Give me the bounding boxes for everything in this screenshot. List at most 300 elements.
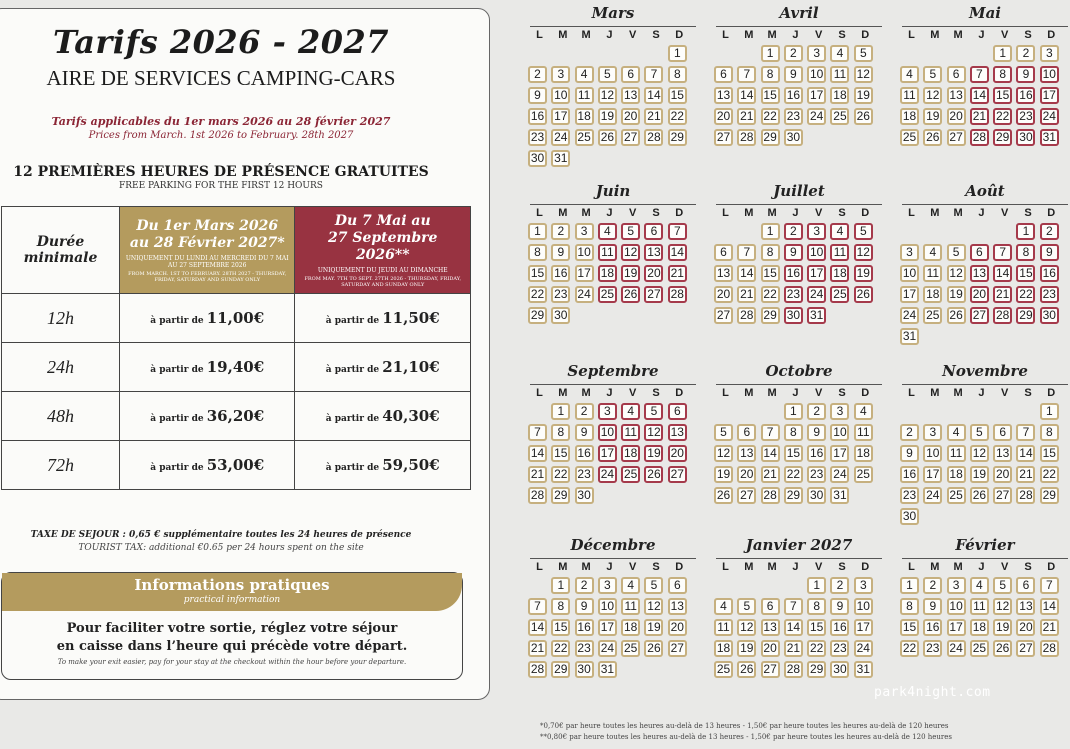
duration-cell: 72h <box>2 441 120 490</box>
day-cell: 13 <box>621 87 640 104</box>
day-cell: 14 <box>784 619 803 636</box>
day-cell: 1 <box>528 223 547 240</box>
weekday-label: M <box>767 29 777 41</box>
month-name: Avril <box>779 4 819 22</box>
weekday-label: L <box>722 387 729 399</box>
day-cell: 3 <box>598 577 617 594</box>
day-cell-high-season: 30 <box>1016 129 1035 146</box>
day-cell: 24 <box>575 286 594 303</box>
day-cell: 23 <box>900 487 919 504</box>
day-cell: 15 <box>1040 445 1059 462</box>
day-spacer <box>714 45 733 62</box>
day-cell: 9 <box>784 66 803 83</box>
day-cell-high-season: 3 <box>598 403 617 420</box>
day-cell: 31 <box>854 661 873 678</box>
weekday-label: V <box>1001 207 1009 219</box>
weekday-label: M <box>930 207 940 219</box>
weekday-header <box>900 387 1070 403</box>
day-cell: 17 <box>598 619 617 636</box>
day-cell: 2 <box>807 403 826 420</box>
day-cell: 7 <box>761 424 780 441</box>
weekday-label: L <box>908 387 915 399</box>
day-cell: 1 <box>993 45 1012 62</box>
practical-info-header <box>2 573 462 611</box>
day-cell: 30 <box>830 661 849 678</box>
weekday-label: L <box>536 207 543 219</box>
weekday-label: L <box>908 561 915 573</box>
price-a-cell: à partir de 11,00€ <box>120 294 295 343</box>
day-cell: 13 <box>737 445 756 462</box>
day-cell: 14 <box>1040 598 1059 615</box>
day-spacer <box>900 45 919 62</box>
day-cell: 25 <box>714 661 733 678</box>
day-cell-high-season: 22 <box>993 108 1012 125</box>
day-cell: 25 <box>900 129 919 146</box>
month-name: Décembre <box>570 536 656 554</box>
weekday-label: J <box>606 29 613 41</box>
day-cell-high-season: 28 <box>993 307 1012 324</box>
tourist-tax-fr: TAXE DE SEJOUR : 0,65 € supplémentaire toutes les 24 heures de présence <box>30 530 412 540</box>
month-calendar <box>900 4 1070 146</box>
price-a-cell: à partir de 19,40€ <box>120 343 295 392</box>
weekday-label: M <box>744 29 754 41</box>
day-grid <box>900 577 1070 657</box>
day-cell-high-season: 1 <box>1016 223 1035 240</box>
weekday-label: V <box>815 387 823 399</box>
day-grid <box>714 403 884 504</box>
month-divider <box>902 384 1068 385</box>
weekday-label: J <box>792 207 799 219</box>
day-cell: 15 <box>807 619 826 636</box>
day-cell: 9 <box>807 424 826 441</box>
day-cell: 8 <box>1040 424 1059 441</box>
month-calendar <box>714 362 884 504</box>
day-cell: 6 <box>993 424 1012 441</box>
day-cell: 11 <box>854 424 873 441</box>
day-cell: 30 <box>528 150 547 167</box>
day-cell: 31 <box>900 328 919 345</box>
watermark: park4night.com <box>874 685 991 700</box>
day-cell: 1 <box>551 577 570 594</box>
month-divider <box>716 384 882 385</box>
day-cell-high-season: 6 <box>668 403 687 420</box>
period-b-title-1: Du 7 Mai au <box>334 212 431 229</box>
day-cell: 28 <box>1040 640 1059 657</box>
day-cell: 12 <box>993 598 1012 615</box>
day-cell-high-season: 27 <box>644 286 663 303</box>
day-cell: 14 <box>1016 445 1035 462</box>
day-cell: 2 <box>923 577 942 594</box>
day-cell: 16 <box>528 108 547 125</box>
day-cell: 5 <box>714 424 733 441</box>
day-spacer <box>1016 403 1035 420</box>
day-cell: 24 <box>551 129 570 146</box>
day-cell: 18 <box>923 286 942 303</box>
weekday-label: L <box>722 29 729 41</box>
day-spacer <box>528 45 547 62</box>
day-spacer <box>947 403 966 420</box>
practical-info-line-1: Pour faciliter votre sortie, réglez votre séjour <box>66 621 398 636</box>
day-cell: 2 <box>551 223 570 240</box>
day-cell: 24 <box>900 307 919 324</box>
weekday-label: M <box>558 387 568 399</box>
day-cell: 6 <box>668 577 687 594</box>
day-cell-high-season: 26 <box>644 466 663 483</box>
day-cell: 22 <box>551 640 570 657</box>
day-cell: 2 <box>1016 45 1035 62</box>
day-spacer <box>993 223 1012 240</box>
day-cell: 23 <box>807 466 826 483</box>
price-table-header <box>2 207 471 294</box>
weekday-label: M <box>953 29 963 41</box>
day-cell: 30 <box>900 508 919 525</box>
day-cell: 26 <box>970 487 989 504</box>
weekday-label: J <box>978 387 985 399</box>
day-grid <box>714 577 884 678</box>
day-cell: 9 <box>575 424 594 441</box>
day-cell: 3 <box>854 577 873 594</box>
day-cell: 20 <box>1016 619 1035 636</box>
day-spacer <box>528 403 547 420</box>
weekday-label: J <box>792 387 799 399</box>
day-cell: 1 <box>1040 403 1059 420</box>
month-divider <box>716 204 882 205</box>
day-cell: 14 <box>528 445 547 462</box>
day-cell: 10 <box>900 265 919 282</box>
day-cell: 17 <box>923 466 942 483</box>
day-spacer <box>737 403 756 420</box>
day-cell: 24 <box>830 466 849 483</box>
day-cell: 27 <box>714 307 733 324</box>
weekday-label: J <box>792 29 799 41</box>
validity-en: Prices from March. 1st 2026 to February. 28th 2027 <box>88 130 354 141</box>
weekday-header <box>714 387 884 403</box>
weekday-label: V <box>1001 561 1009 573</box>
day-cell: 16 <box>575 445 594 462</box>
month-name: Mai <box>968 4 1002 22</box>
weekday-label: M <box>953 387 963 399</box>
day-cell: 8 <box>900 598 919 615</box>
day-cell-high-season: 7 <box>668 223 687 240</box>
day-cell: 25 <box>947 487 966 504</box>
tourist-tax-en: TOURIST TAX: additional €0.65 per 24 hours spent on the site <box>78 543 364 553</box>
table-row <box>2 343 471 392</box>
day-cell: 6 <box>947 66 966 83</box>
day-cell: 28 <box>1016 487 1035 504</box>
day-cell: 29 <box>551 661 570 678</box>
day-cell-high-season: 16 <box>784 265 803 282</box>
day-cell-high-season: 14 <box>993 265 1012 282</box>
day-cell: 12 <box>854 66 873 83</box>
price-panel <box>0 8 490 700</box>
day-cell-high-season: 16 <box>1016 87 1035 104</box>
day-cell-high-season: 17 <box>807 265 826 282</box>
weekday-label: L <box>536 29 543 41</box>
day-cell: 19 <box>923 108 942 125</box>
weekday-label: D <box>1047 387 1056 399</box>
duration-cell: 12h <box>2 294 120 343</box>
weekday-label: S <box>652 561 660 573</box>
day-cell: 1 <box>900 577 919 594</box>
day-cell-high-season: 13 <box>668 424 687 441</box>
footnote-1: *0,70€ par heure toutes les heures au-delà de 13 heures - 1,50€ par heure toutes les heures au-delà de 120 heures <box>540 722 949 730</box>
day-cell-high-season: 11 <box>598 244 617 261</box>
month-name: Mars <box>591 4 635 22</box>
day-cell: 9 <box>528 87 547 104</box>
day-cell: 11 <box>575 87 594 104</box>
day-cell: 11 <box>923 265 942 282</box>
weekday-label: L <box>908 207 915 219</box>
day-cell-high-season: 4 <box>830 223 849 240</box>
day-cell-high-season: 24 <box>807 286 826 303</box>
day-cell: 29 <box>807 661 826 678</box>
day-cell: 18 <box>900 108 919 125</box>
month-name: Janvier 2027 <box>745 536 853 554</box>
day-cell: 27 <box>737 487 756 504</box>
weekday-header <box>528 561 698 577</box>
day-cell: 18 <box>830 87 849 104</box>
day-cell: 12 <box>923 87 942 104</box>
weekday-label: L <box>908 29 915 41</box>
day-cell-high-season: 5 <box>621 223 640 240</box>
day-cell: 5 <box>644 577 663 594</box>
day-cell: 22 <box>528 286 547 303</box>
weekday-label: S <box>838 29 846 41</box>
day-cell-high-season: 9 <box>784 244 803 261</box>
month-divider <box>530 558 696 559</box>
day-cell: 22 <box>900 640 919 657</box>
period-b-note-en: FROM MAY. 7TH TO SEPT. 27TH 2026 - THURSDAY, FRIDAY, SATURDAY AND SUNDAY ONLY <box>304 275 462 288</box>
day-cell: 19 <box>737 640 756 657</box>
price-a-cell: à partir de 36,20€ <box>120 392 295 441</box>
day-cell: 28 <box>737 307 756 324</box>
day-cell-high-season: 18 <box>598 265 617 282</box>
day-cell-high-season: 16 <box>1040 265 1059 282</box>
day-cell: 6 <box>714 244 733 261</box>
day-cell: 18 <box>714 640 733 657</box>
day-cell: 5 <box>993 577 1012 594</box>
day-cell: 16 <box>784 87 803 104</box>
weekday-label: V <box>629 387 637 399</box>
day-cell-high-season: 23 <box>1040 286 1059 303</box>
month-calendar <box>900 536 1070 657</box>
day-cell: 25 <box>621 640 640 657</box>
day-cell-high-season: 5 <box>644 403 663 420</box>
day-cell: 18 <box>621 619 640 636</box>
day-cell: 14 <box>644 87 663 104</box>
day-cell: 10 <box>923 445 942 462</box>
day-cell: 8 <box>551 598 570 615</box>
weekday-label: V <box>815 561 823 573</box>
weekday-label: D <box>675 387 684 399</box>
weekday-label: V <box>629 207 637 219</box>
day-cell: 4 <box>714 598 733 615</box>
day-cell: 19 <box>714 466 733 483</box>
day-cell: 5 <box>598 66 617 83</box>
month-divider <box>716 558 882 559</box>
month-divider <box>530 204 696 205</box>
day-cell: 3 <box>1040 45 1059 62</box>
day-cell-high-season: 5 <box>854 223 873 240</box>
day-cell: 25 <box>830 108 849 125</box>
weekday-label: S <box>1024 561 1032 573</box>
day-cell-high-season: 9 <box>1016 66 1035 83</box>
day-cell: 7 <box>528 598 547 615</box>
day-cell: 27 <box>714 129 733 146</box>
day-cell-high-season: 31 <box>807 307 826 324</box>
day-spacer <box>784 577 803 594</box>
day-cell-high-season: 17 <box>1040 87 1059 104</box>
page-title: Tarifs 2026 - 2027 <box>52 23 390 61</box>
day-cell: 15 <box>551 445 570 462</box>
month-divider <box>902 558 1068 559</box>
day-cell: 13 <box>947 87 966 104</box>
day-cell: 3 <box>830 403 849 420</box>
day-spacer <box>900 403 919 420</box>
day-spacer <box>993 403 1012 420</box>
day-cell: 8 <box>761 66 780 83</box>
duration-cell: 24h <box>2 343 120 392</box>
duration-header: Durée minimale <box>2 207 120 294</box>
price-b-cell: à partir de 21,10€ <box>295 343 471 392</box>
day-cell: 11 <box>900 87 919 104</box>
day-cell: 23 <box>575 640 594 657</box>
month-name: Juillet <box>773 182 825 200</box>
day-cell: 6 <box>761 598 780 615</box>
day-spacer <box>923 403 942 420</box>
day-cell: 10 <box>598 598 617 615</box>
month-name: Septembre <box>567 362 659 380</box>
day-cell: 22 <box>761 286 780 303</box>
day-grid <box>528 403 698 504</box>
day-cell-high-season: 18 <box>621 445 640 462</box>
day-cell: 17 <box>947 619 966 636</box>
day-cell-high-season: 19 <box>621 265 640 282</box>
day-spacer <box>923 45 942 62</box>
day-spacer <box>551 45 570 62</box>
day-cell: 15 <box>668 87 687 104</box>
day-grid <box>714 45 884 146</box>
day-cell: 17 <box>900 286 919 303</box>
day-grid <box>900 223 1070 345</box>
day-spacer <box>900 223 919 240</box>
day-cell: 1 <box>761 45 780 62</box>
day-cell: 21 <box>737 286 756 303</box>
day-cell: 22 <box>761 108 780 125</box>
day-cell: 19 <box>644 619 663 636</box>
weekday-header <box>528 387 698 403</box>
day-cell: 20 <box>621 108 640 125</box>
day-cell-high-season: 7 <box>993 244 1012 261</box>
day-cell: 18 <box>947 466 966 483</box>
day-cell: 26 <box>923 129 942 146</box>
day-cell: 4 <box>830 45 849 62</box>
day-cell: 29 <box>551 487 570 504</box>
day-cell: 11 <box>830 66 849 83</box>
day-cell: 3 <box>551 66 570 83</box>
day-cell: 5 <box>947 244 966 261</box>
validity-fr: Tarifs applicables du 1er mars 2026 au 28 février 2027 <box>51 115 391 128</box>
day-cell-high-season: 23 <box>1016 108 1035 125</box>
day-cell: 12 <box>970 445 989 462</box>
practical-info-line-2: en caisse dans l’heure qui précède votre départ. <box>56 639 408 654</box>
day-cell-high-season: 10 <box>807 244 826 261</box>
weekday-label: L <box>722 561 729 573</box>
day-cell-high-season: 22 <box>1016 286 1035 303</box>
free-parking-fr: 12 PREMIÈRES HEURES DE PRÉSENCE GRATUITES <box>13 164 429 180</box>
day-cell: 7 <box>1040 577 1059 594</box>
day-cell: 3 <box>900 244 919 261</box>
day-cell-high-season: 19 <box>644 445 663 462</box>
day-cell: 13 <box>714 87 733 104</box>
weekday-label: M <box>744 561 754 573</box>
day-cell-high-season: 21 <box>970 108 989 125</box>
day-cell: 5 <box>970 424 989 441</box>
day-spacer <box>761 577 780 594</box>
month-calendar <box>900 182 1070 345</box>
day-grid <box>528 577 698 678</box>
day-cell: 4 <box>947 424 966 441</box>
day-cell-high-season: 3 <box>807 223 826 240</box>
day-cell: 24 <box>947 640 966 657</box>
day-cell: 1 <box>551 403 570 420</box>
day-cell: 23 <box>784 108 803 125</box>
month-calendar <box>714 4 884 146</box>
weekday-label: J <box>978 207 985 219</box>
day-cell: 27 <box>993 487 1012 504</box>
price-a-cell: à partir de 53,00€ <box>120 441 295 490</box>
month-name: Novembre <box>942 362 1028 380</box>
weekday-label: M <box>767 207 777 219</box>
day-cell: 15 <box>528 265 547 282</box>
day-cell: 14 <box>528 619 547 636</box>
day-cell: 20 <box>714 108 733 125</box>
day-cell-high-season: 30 <box>784 307 803 324</box>
day-cell: 14 <box>737 87 756 104</box>
period-a-title-1: Du 1er Mars 2026 <box>136 217 279 234</box>
day-cell-high-season: 15 <box>1016 265 1035 282</box>
day-cell: 4 <box>970 577 989 594</box>
day-cell: 8 <box>551 424 570 441</box>
price-b-cell: à partir de 11,50€ <box>295 294 471 343</box>
month-name: Février <box>955 536 1015 554</box>
weekday-label: S <box>652 387 660 399</box>
day-cell-high-season: 12 <box>621 244 640 261</box>
day-cell: 13 <box>714 265 733 282</box>
day-cell-high-season: 9 <box>1040 244 1059 261</box>
period-b-title-2: 27 Septembre 2026** <box>328 229 438 263</box>
day-cell: 29 <box>761 307 780 324</box>
day-cell: 26 <box>644 640 663 657</box>
weekday-label: S <box>652 29 660 41</box>
day-cell: 2 <box>575 577 594 594</box>
day-cell-high-season: 29 <box>1016 307 1035 324</box>
practical-info-subtitle: practical information <box>183 595 281 605</box>
day-cell: 2 <box>784 45 803 62</box>
day-grid <box>714 223 884 324</box>
free-parking-en: FREE PARKING FOR THE FIRST 12 HOURS <box>119 181 323 191</box>
day-cell: 16 <box>575 619 594 636</box>
weekday-label: D <box>675 207 684 219</box>
day-cell: 27 <box>668 640 687 657</box>
weekday-label: D <box>675 29 684 41</box>
period-b-header <box>295 207 471 294</box>
day-cell: 8 <box>668 66 687 83</box>
day-cell: 21 <box>761 466 780 483</box>
day-cell: 10 <box>575 244 594 261</box>
day-cell: 29 <box>761 129 780 146</box>
day-cell: 27 <box>621 129 640 146</box>
